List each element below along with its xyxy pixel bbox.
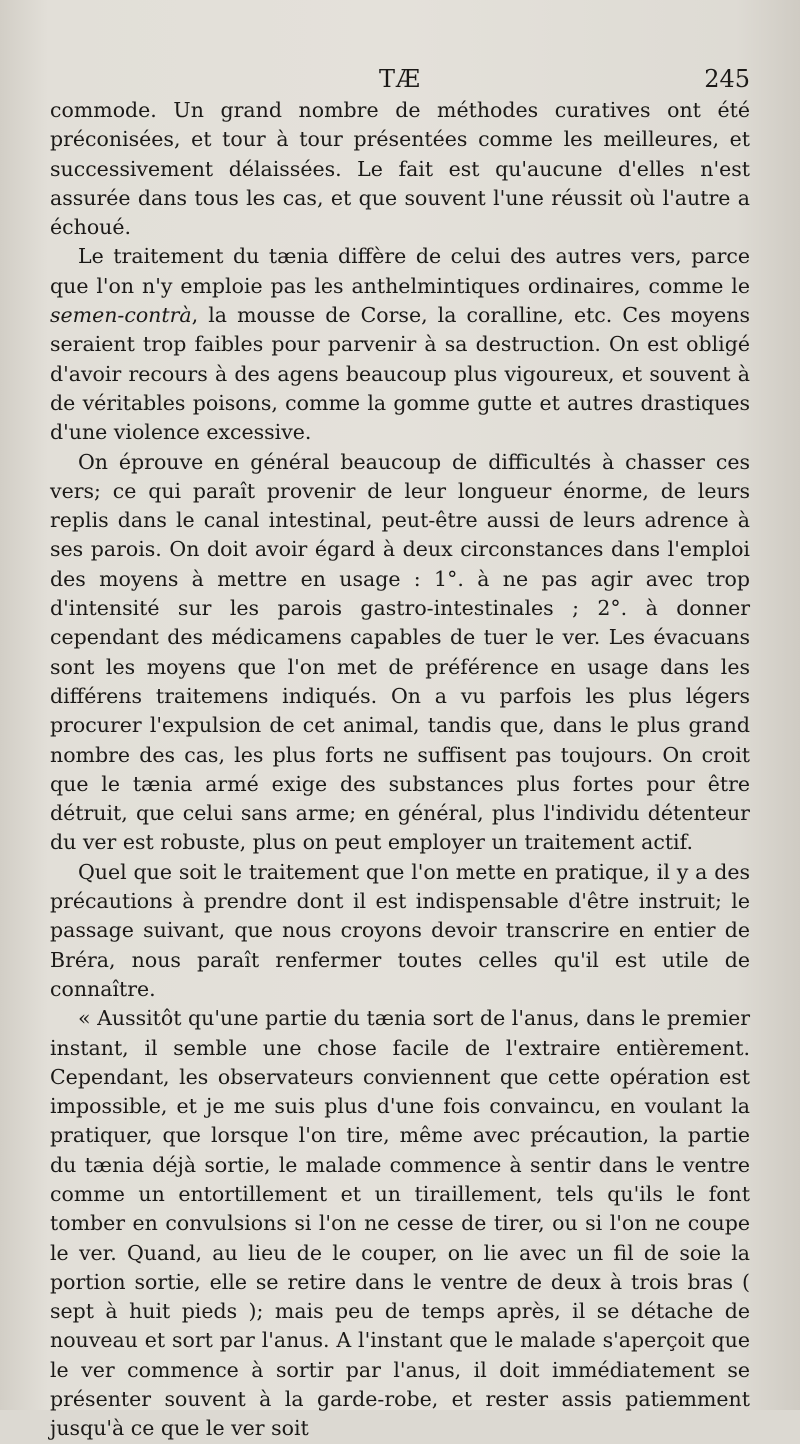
paragraph-2 (50, 242, 750, 447)
paragraph-5-quotation: « Aussitôt qu'une partie du tænia sort de l'anus, dans le premier instant, il semble une chose facile de l'extraire entièrement. Cependant, les observateurs conviennent que cette opération est impossible, et je me suis plus d'une fois convaincu, en voulant la pratiquer, que lorsque l'on tire, même avec précaution, la partie du tænia déjà sortie, le malade commence à sentir dans le ventre comme un entortillement et un tiraillement, tels qu'ils le font tomber en convulsions si l'on ne cesse de tirer, ou si l'on ne coupe le ver. Quand, au lieu de le couper, on lie avec un fil de soie la portion sortie, elle se retire dans le ventre de deux à trois bras ( sept à huit pieds ); mais peu de temps après, il se détache de nouveau et sort par l'anus. A l'instant que le malade s'aperçoit que le ver commence à sortir par l'anus, il doit immédiatement se présenter souvent à la garde-robe, et rester assis patiemment jusqu'à ce que le ver soit (50, 1006, 750, 1441)
semen-contra-term: semen-contrà (50, 303, 192, 328)
paragraph-2-end: , la mousse de Corse, la coralline, etc. Ces moyens seraient trop faibles pour parvenir à sa destruction. On est obligé d'avoir recours à des agens beaucoup plus vigoureux, et souvent à de véritables poisons, comme la gomme gutte et autres drastiques d'une violence excessive. (50, 303, 750, 445)
page-number: 245 (704, 65, 750, 93)
running-head (50, 62, 750, 96)
paragraph-3: On éprouve en général beaucoup de difficultés à chasser ces vers; ce qui paraît provenir de leur longueur énorme, de leurs replis dans le canal intestinal, peut-être aussi de leurs adrence à ses parois. On doit avoir égard à deux circonstances dans l'emploi des moyens à mettre en usage : 1°. à ne pas agir avec trop d'intensité sur les parois gastro-intestinales ; 2°. à donner cependant des médicamens capables de tuer le ver. Les évacuans sont les moyens que l'on met de préférence en usage dans les différens traitemens indiqués. On a vu parfois les plus légers procurer l'expulsion de cet animal, tandis que, dans le plus grand nombre des cas, les plus forts ne suffisent pas toujours. On croit que le tænia armé exige des substances plus fortes pour être détruit, que celui sans arme; en général, plus l'individu détenteur du ver est robuste, plus on peut employer un traitement actif. (50, 449, 750, 855)
body-text (50, 96, 750, 1444)
paragraph-1: commode. Un grand nombre de méthodes curatives ont été préconisées, et tour à tour présentées comme les meilleures, et successivement délaissées. Le fait est qu'aucune d'elles n'est assurée dans tous les cas, et que souvent l'une réussit où l'autre a échoué. (50, 98, 750, 240)
paragraph-2-start: Le traitement du tænia diffère de celui des autres vers, parce que l'on n'y emploie pas les anthelmintiques ordinaires, comme le (50, 244, 750, 298)
running-title: TÆ (378, 65, 422, 93)
paragraph-4: Quel que soit le traitement que l'on mette en pratique, il y a des précautions à prendre dont il est indispensable d'être instruit; le passage suivant, que nous croyons devoir transcrire en entier de Bréra, nous paraît renfermer toutes celles qu'il est utile de connaître. (50, 859, 750, 1001)
